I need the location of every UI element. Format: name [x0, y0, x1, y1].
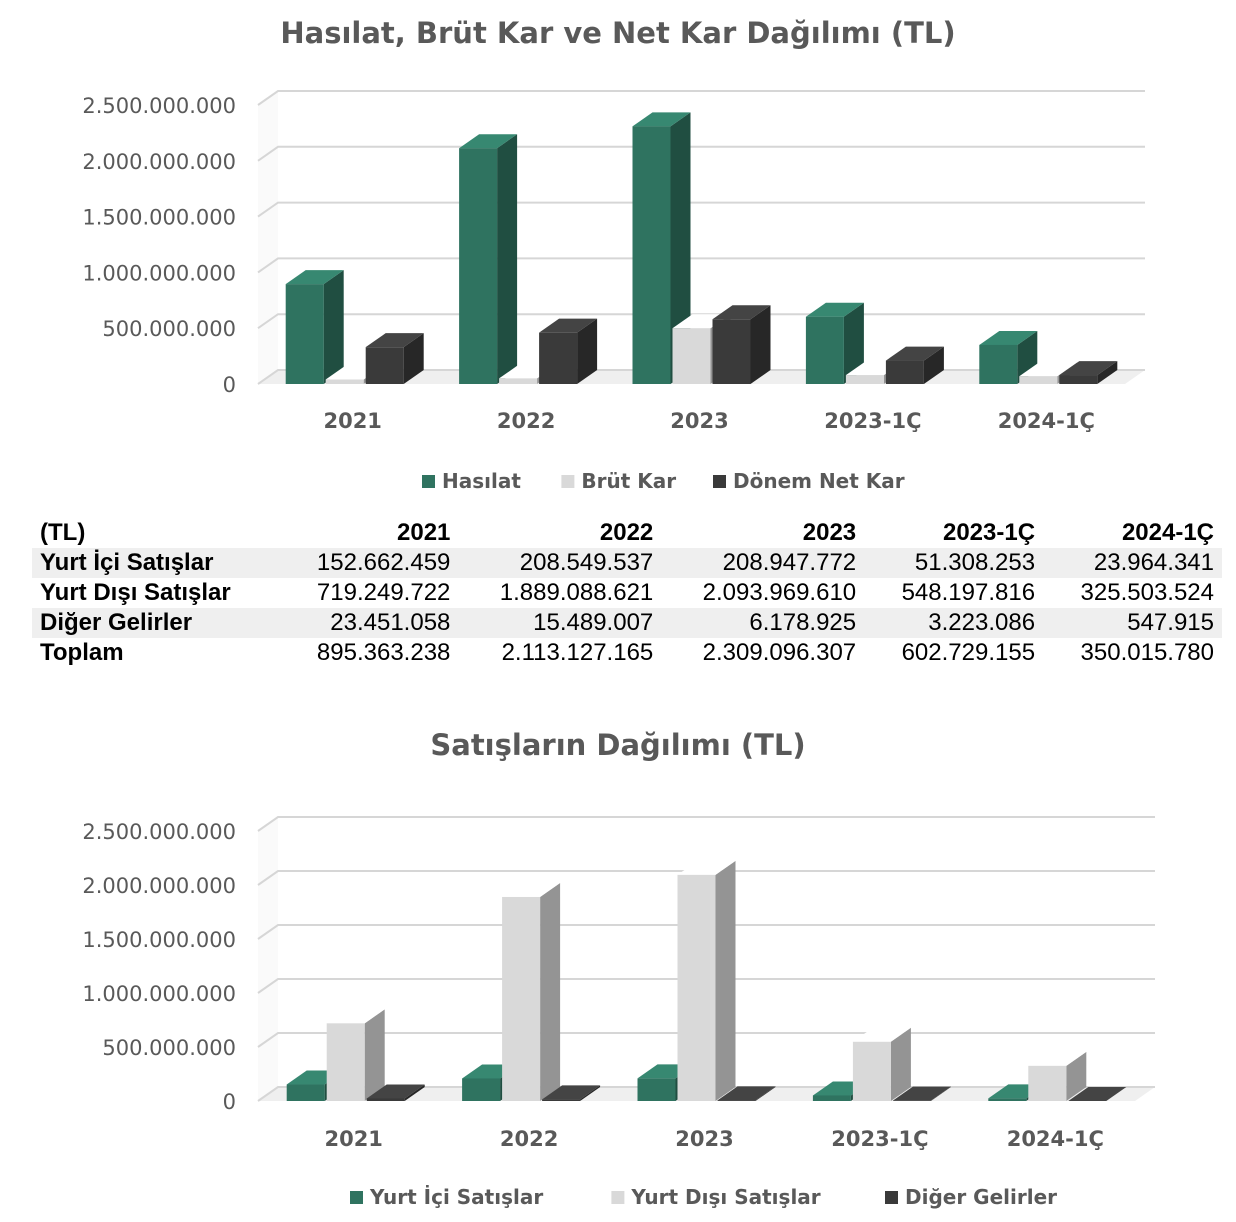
- chart-title: Hasılat, Brüt Kar ve Net Kar Dağılımı (TL): [280, 16, 956, 50]
- table-corner: (TL): [40, 519, 86, 546]
- x-tick-label: 2023: [675, 1127, 734, 1151]
- table-cell: 1.889.088.621: [499, 579, 654, 606]
- bar-front: [638, 1078, 676, 1101]
- y-tick-label: 2.500.000.000: [82, 820, 236, 844]
- chart-hasilat: [0, 0, 1236, 500]
- y-tick-label: 2.000.000.000: [82, 149, 236, 174]
- table-cell: 548.197.816: [901, 579, 1036, 606]
- bar-side: [365, 1009, 385, 1101]
- table-cell: 2.093.969.610: [702, 579, 857, 606]
- table-cell: 350.015.780: [1080, 639, 1214, 666]
- table-cell: 15.489.007: [458, 608, 661, 638]
- x-tick-label: 2022: [499, 1127, 559, 1151]
- side-wall: [258, 817, 278, 1101]
- bar-front: [286, 284, 324, 384]
- y-tick-label: 1.500.000.000: [82, 928, 236, 952]
- table-col-header: 2023: [802, 519, 857, 546]
- bar-front: [499, 378, 537, 384]
- legend-label: Yurt Dışı Satışlar: [631, 1185, 821, 1209]
- table-row-label: Yurt İçi Satışlar: [32, 548, 279, 578]
- gridline: [258, 203, 1145, 217]
- table-row-total: [32, 638, 1222, 668]
- bar-front: [713, 319, 751, 384]
- legend-swatch: [350, 1191, 363, 1204]
- bar-front: [979, 345, 1017, 384]
- y-tick-label: 2.500.000.000: [82, 94, 236, 118]
- bar-front: [1028, 1066, 1066, 1101]
- x-tick-label: 2023-1Ç: [824, 409, 922, 433]
- bar-front: [326, 380, 364, 384]
- bar-yurt-dışı-satışlar-2021: [327, 1009, 385, 1101]
- x-tick-label: 2024-1Ç: [1006, 1127, 1104, 1151]
- table-cell: 51.308.253: [864, 548, 1043, 578]
- table-cell: 6.178.925: [661, 608, 864, 638]
- table-cell: 2.309.096.307: [702, 639, 857, 666]
- gridline: [258, 147, 1145, 161]
- bar-front: [718, 1100, 756, 1101]
- bar-front: [846, 375, 884, 384]
- x-tick-label: 2021: [324, 1127, 383, 1151]
- bar-front: [1019, 376, 1057, 384]
- table-cell: 602.729.155: [901, 639, 1036, 666]
- table-cell: 719.249.722: [316, 579, 451, 606]
- y-tick-label: 2.000.000.000: [82, 874, 236, 898]
- bar-yurt-dışı-satışlar-2023: [678, 861, 736, 1101]
- bar-front: [462, 1078, 500, 1101]
- table-cell: 325.503.524: [1080, 579, 1214, 606]
- table-cell: 895.363.238: [316, 639, 451, 666]
- bar-front: [813, 1095, 851, 1101]
- chart-title: Satışların Dağılımı (TL): [430, 728, 806, 762]
- table-row: [32, 548, 1222, 578]
- legend: [350, 1185, 1057, 1209]
- bar-front: [886, 361, 924, 384]
- table-col-header: 2021: [397, 519, 451, 546]
- bar-front: [806, 317, 844, 384]
- table-row-label: Diğer Gelirler: [32, 608, 279, 638]
- bar-front: [502, 897, 540, 1101]
- x-tick-label: 2022: [496, 409, 556, 433]
- table-row-label: Toplam: [40, 639, 124, 666]
- y-tick-label: 1.000.000.000: [82, 261, 236, 286]
- table-col-header: 2024-1Ç: [1121, 519, 1214, 546]
- x-tick-label: 2024-1Ç: [997, 409, 1095, 433]
- bar-dönem-net-kar-2022: [539, 319, 597, 384]
- table-cell: 208.947.772: [661, 548, 864, 578]
- data-table: [32, 518, 1222, 668]
- bar-hasılat-2021: [286, 270, 344, 384]
- legend-swatch: [561, 475, 574, 488]
- table-cell: 23.451.058: [279, 608, 458, 638]
- x-tick-label: 2023-1Ç: [831, 1127, 929, 1151]
- table-cell: 2.113.127.165: [501, 639, 654, 666]
- y-tick-label: 0: [222, 373, 236, 397]
- legend-label: Hasılat: [442, 469, 521, 493]
- bar-front: [1059, 375, 1097, 384]
- y-tick-label: 0: [222, 1090, 236, 1114]
- legend-label: Brüt Kar: [581, 469, 677, 493]
- bar-front: [853, 1042, 891, 1101]
- bar-yurt-dışı-satışlar-2022: [502, 883, 560, 1101]
- gridline: [258, 258, 1145, 272]
- legend-swatch: [422, 475, 435, 488]
- table-cell: 23.964.341: [1043, 548, 1222, 578]
- chart-plot: [0, 0, 1236, 500]
- y-tick-label: 500.000.000: [102, 1036, 236, 1060]
- legend-label: Diğer Gelirler: [905, 1185, 1058, 1209]
- bar-front: [366, 347, 404, 384]
- bar-side: [324, 270, 344, 384]
- bar-yurt-dışı-satışlar-2023-1ç: [853, 1028, 911, 1101]
- chart-plot: [0, 716, 1236, 1222]
- bar-side: [497, 134, 517, 384]
- bar-front: [988, 1098, 1026, 1101]
- side-wall: [258, 91, 278, 384]
- legend-swatch: [885, 1191, 898, 1204]
- bar-front: [367, 1098, 405, 1101]
- gridline: [258, 817, 1155, 831]
- table-cell: 152.662.459: [279, 548, 458, 578]
- bar-front: [459, 148, 497, 384]
- y-tick-label: 500.000.000: [102, 317, 236, 342]
- table-col-header: 2022: [599, 519, 654, 546]
- x-tick-label: 2021: [323, 409, 382, 433]
- bar-dönem-net-kar-2023: [713, 305, 771, 384]
- legend-label: Dönem Net Kar: [733, 469, 905, 493]
- bar-front: [633, 126, 671, 384]
- bar-side: [540, 883, 560, 1101]
- bar-front: [542, 1099, 580, 1101]
- bar-front: [673, 328, 711, 384]
- bar-side: [716, 861, 736, 1101]
- x-tick-label: 2023: [670, 409, 729, 433]
- bar-front: [327, 1023, 365, 1101]
- legend-swatch: [611, 1191, 624, 1204]
- legend-swatch: [713, 475, 726, 488]
- bar-hasılat-2022: [459, 134, 517, 384]
- gridline: [258, 91, 1145, 105]
- y-tick-label: 1.500.000.000: [82, 205, 236, 230]
- table-cell: 208.549.537: [458, 548, 661, 578]
- bar-front: [678, 875, 716, 1101]
- table-row: [32, 608, 1222, 638]
- bar-front: [287, 1085, 325, 1101]
- table-cell: 3.223.086: [864, 608, 1043, 638]
- table-row: [32, 578, 1222, 608]
- table-row-label: Yurt Dışı Satışlar: [40, 579, 231, 606]
- y-tick-label: 1.000.000.000: [82, 982, 236, 1006]
- table-header-row: [32, 518, 1222, 548]
- table-col-header: 2023-1Ç: [942, 519, 1036, 546]
- bar-front: [539, 333, 577, 384]
- chart-satislar: [0, 716, 1236, 1222]
- legend: [422, 469, 905, 493]
- legend-label: Yurt İçi Satışlar: [370, 1185, 544, 1209]
- table-cell: 547.915: [1043, 608, 1222, 638]
